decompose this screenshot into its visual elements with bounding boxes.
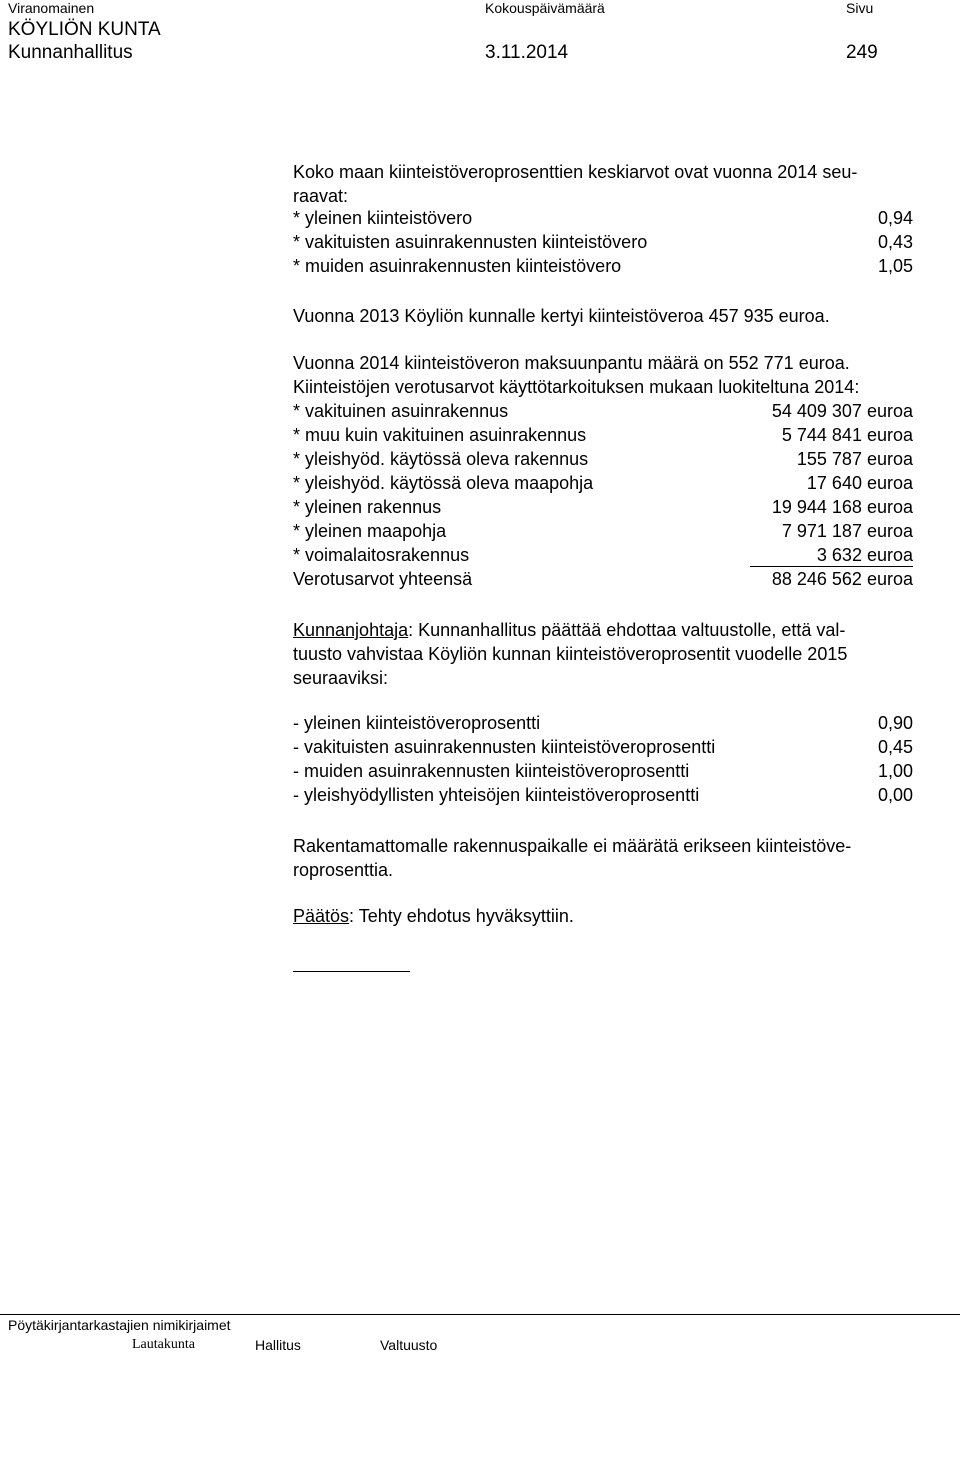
intro-line: raavat: (293, 186, 349, 206)
valuation-value: 54 409 307 euroa (771, 401, 913, 421)
unbuilt-line: roprosenttia. (293, 860, 394, 880)
header-authority-label: Viranomainen (8, 0, 95, 16)
valuation-label: * yleinen maapohja (293, 521, 447, 541)
average-row (293, 208, 913, 232)
valuation-label: * yleishyöd. käytössä oleva maapohja (293, 473, 594, 493)
valuation-total-value: 88 246 562 euroa (771, 569, 913, 589)
average-value: 0,43 (877, 232, 913, 252)
rate-label: - muiden asuinrakennusten kiinteistöveroprosentti (293, 761, 690, 781)
footer-signatures-label: Pöytäkirjantarkastajien nimikirjaimet (8, 1317, 231, 1333)
rate-label: - yleishyödyllisten yhteisöjen kiinteistöveroprosentti (293, 785, 700, 805)
intro-line: Koko maan kiinteistöveroprosenttien keskiarvot ovat vuonna 2014 seu- (293, 162, 858, 182)
header-page-label: Sivu (846, 0, 874, 16)
valuation-total-label: Verotusarvot yhteensä (293, 569, 473, 589)
decision-label: Päätös (293, 906, 350, 926)
rate-row (293, 737, 913, 761)
revenue-2013-text: Vuonna 2013 Köyliön kunnalle kertyi kiinteistöveroa 457 935 euroa. (293, 306, 830, 326)
header-meeting-date: 3.11.2014 (485, 42, 569, 63)
average-label: * muiden asuinrakennusten kiinteistövero (293, 256, 622, 276)
rate-label: - yleinen kiinteistöveroprosentti (293, 713, 541, 733)
average-label: * yleinen kiinteistövero (293, 208, 473, 228)
valuation-label: * yleinen rakennus (293, 497, 442, 517)
closing-rule (293, 971, 410, 972)
footer-council: Valtuusto (380, 1337, 438, 1353)
valuation-row (293, 497, 913, 521)
valuation-label: * yleishyöd. käytössä oleva rakennus (293, 449, 589, 469)
valuation-value: 155 787 euroa (796, 449, 913, 469)
valuation-heading: Kiinteistöjen verotusarvot käyttötarkoituksen mukaan luokiteltuna 2014: (293, 377, 860, 397)
average-value: 0,94 (877, 208, 913, 228)
rate-value: 0,45 (877, 737, 913, 757)
valuation-value: 5 744 841 euroa (781, 425, 913, 445)
valuation-row (293, 449, 913, 473)
revenue-2014-text: Vuonna 2014 kiinteistöveron maksuunpantu määrä on 552 771 euroa. (293, 353, 850, 373)
rate-row (293, 761, 913, 785)
valuation-row (293, 401, 913, 425)
decision (293, 906, 574, 927)
intro-paragraph (293, 160, 958, 208)
valuation-row (293, 425, 913, 449)
average-row (293, 232, 913, 256)
footer-board: Lautakunta (132, 1337, 195, 1352)
valuation-row (293, 473, 913, 497)
header-meeting-date-label: Kokouspäivämäärä (485, 0, 605, 16)
valuation-value: 7 971 187 euroa (781, 521, 913, 541)
valuation-label: * vakituinen asuinrakennus (293, 401, 509, 421)
proposal-line: tuusto vahvistaa Köyliön kunnan kiinteistöveroprosentit vuodelle 2015 (293, 644, 848, 664)
rate-value: 0,90 (877, 713, 913, 733)
footer-government: Hallitus (255, 1337, 301, 1353)
average-row (293, 256, 913, 280)
rate-row (293, 785, 913, 809)
header-organization: KÖYLIÖN KUNTA (8, 19, 161, 40)
valuation-label: * muu kuin vakituinen asuinrakennus (293, 425, 587, 445)
proposal-paragraph (293, 618, 958, 690)
unbuilt-paragraph (293, 834, 958, 882)
rate-value: 1,00 (877, 761, 913, 781)
rate-row (293, 713, 913, 737)
unbuilt-line: Rakentamattomalle rakennuspaikalle ei määrätä erikseen kiinteistöve- (293, 836, 852, 856)
header-body-name: Kunnanhallitus (8, 42, 133, 63)
proposal-text: : Kunnanhallitus päättää ehdottaa valtuustolle, että val- (408, 620, 846, 640)
average-label: * vakituisten asuinrakennusten kiinteistövero (293, 232, 648, 252)
average-value: 1,05 (877, 256, 913, 276)
valuation-value: 3 632 euroa (816, 545, 913, 565)
sum-underline (750, 566, 913, 567)
decision-text: : Tehty ehdotus hyväksyttiin. (349, 906, 574, 926)
header-page-number: 249 (846, 42, 878, 63)
proposal-line: seuraaviksi: (293, 668, 389, 688)
valuation-total-row (293, 569, 913, 593)
footer-divider (0, 1314, 960, 1315)
valuation-value: 17 640 euroa (806, 473, 913, 493)
valuation-value: 19 944 168 euroa (771, 497, 913, 517)
rate-label: - vakituisten asuinrakennusten kiinteistöveroprosentti (293, 737, 716, 757)
proposal-speaker: Kunnanjohtaja (293, 620, 409, 640)
valuation-row (293, 521, 913, 545)
rate-value: 0,00 (877, 785, 913, 805)
valuation-label: * voimalaitosrakennus (293, 545, 470, 565)
